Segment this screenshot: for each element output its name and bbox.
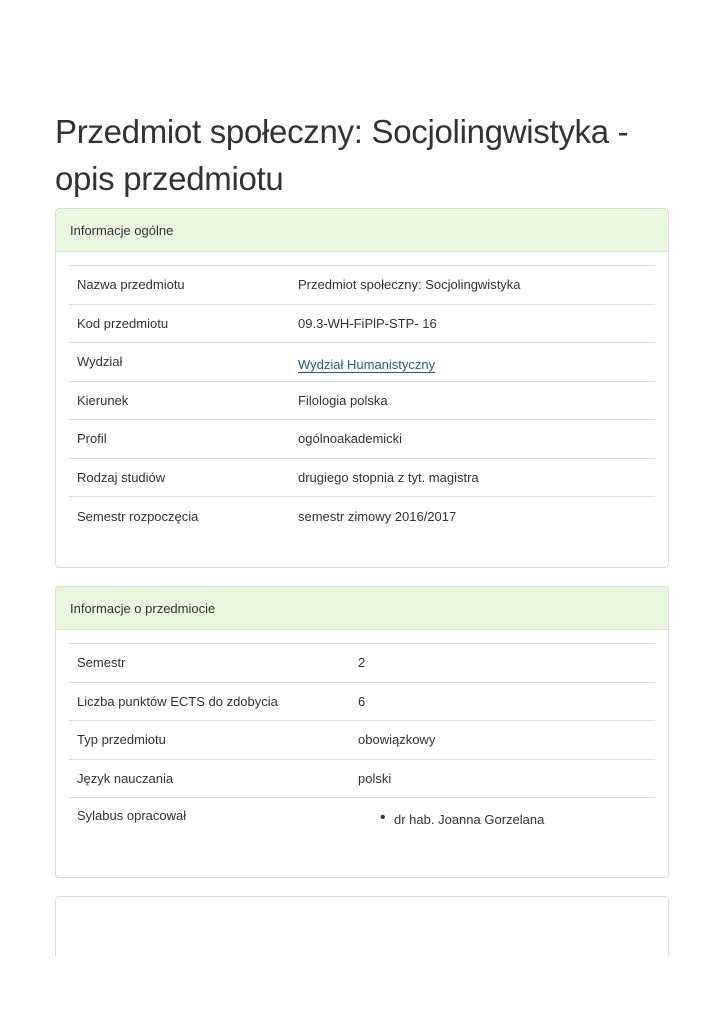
next-panel — [55, 896, 669, 956]
table-row — [69, 381, 655, 420]
course-info-panel — [55, 586, 669, 878]
table-row — [69, 420, 655, 459]
general-info-panel — [55, 208, 669, 568]
table-row — [69, 759, 655, 798]
row-value: 09.3-WH-FiPlP-STP- 16 — [290, 304, 655, 343]
row-label: Rodzaj studiów — [69, 458, 290, 497]
table-row — [69, 721, 655, 760]
row-label: Typ przedmiotu — [69, 721, 350, 760]
table-row — [69, 304, 655, 343]
row-value: drugiego stopnia z tyt. magistra — [290, 458, 655, 497]
row-value: semestr zimowy 2016/2017 — [290, 497, 655, 536]
row-value: Filologia polska — [290, 381, 655, 420]
faculty-link[interactable]: Wydział Humanistyczny — [298, 357, 436, 373]
row-label: Semestr — [69, 644, 350, 683]
row-value: 2 — [350, 644, 655, 683]
course-info-table — [69, 643, 655, 836]
row-label: Profil — [69, 420, 290, 459]
table-row — [69, 497, 655, 536]
table-row — [69, 798, 655, 837]
list-item: • dr hab. Joanna Gorzelana — [358, 812, 647, 827]
row-label: Nazwa przedmiotu — [69, 266, 290, 305]
row-label: Wydział — [69, 343, 290, 382]
table-row — [69, 644, 655, 683]
syllabus-authors-list — [358, 812, 647, 827]
row-label: Kod przedmiotu — [69, 304, 290, 343]
row-label: Język nauczania — [69, 759, 350, 798]
row-value: polski — [350, 759, 655, 798]
table-row — [69, 343, 655, 382]
table-row — [69, 266, 655, 305]
row-value: Przedmiot społeczny: Socjolingwistyka — [290, 266, 655, 305]
row-value: ogólnoakademicki — [290, 420, 655, 459]
row-label: Kierunek — [69, 381, 290, 420]
row-value — [290, 343, 655, 382]
general-info-table — [69, 265, 655, 535]
table-row — [69, 458, 655, 497]
page-title: Przedmiot społeczny: Socjolingwistyka - opis przedmiotu — [55, 113, 629, 197]
row-value: 6 — [350, 682, 655, 721]
row-label: Sylabus opracował — [69, 798, 350, 837]
row-value: obowiązkowy — [350, 721, 655, 760]
row-label: Liczba punktów ECTS do zdobycia — [69, 682, 350, 721]
row-value — [350, 798, 655, 837]
panel-heading-course: Informacje o przedmiocie — [56, 587, 668, 630]
table-row — [69, 682, 655, 721]
panel-heading-general: Informacje ogólne — [56, 209, 668, 252]
row-label: Semestr rozpoczęcia — [69, 497, 290, 536]
